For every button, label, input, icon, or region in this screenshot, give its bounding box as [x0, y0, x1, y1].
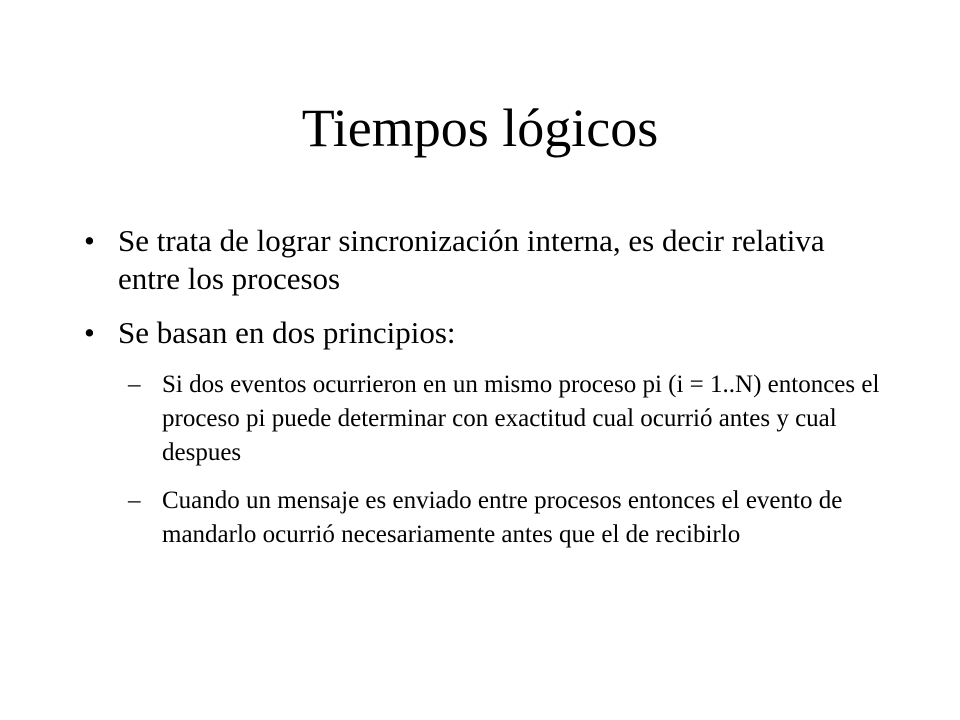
- sub-bullet-text: Si dos eventos ocurrieron en un mismo proceso pi (i = 1..N) entonces el proceso pi puede determinar con exactitud cual ocurrió antes y cual despues: [162, 371, 880, 466]
- bullet-marker: •: [84, 315, 95, 350]
- sub-bullet-item: [84, 368, 884, 470]
- bullet-item: [84, 314, 884, 352]
- sub-bullet-marker: –: [128, 487, 141, 514]
- bullet-item: [84, 222, 884, 298]
- slide-body: [84, 222, 884, 566]
- sub-bullet-item: [84, 484, 884, 552]
- bullet-marker: •: [84, 223, 95, 258]
- bullet-text: Se basan en dos principios:: [118, 315, 456, 350]
- slide-title: Tiempos lógicos: [301, 98, 659, 158]
- bullet-text: Se trata de lograr sincronización interna, es decir relativa entre los procesos: [118, 223, 825, 296]
- sub-bullet-text: Cuando un mensaje es enviado entre procesos entonces el evento de mandarlo ocurrió necesariamente antes que el de recibirlo: [162, 487, 843, 548]
- sub-bullet-marker: –: [128, 371, 141, 398]
